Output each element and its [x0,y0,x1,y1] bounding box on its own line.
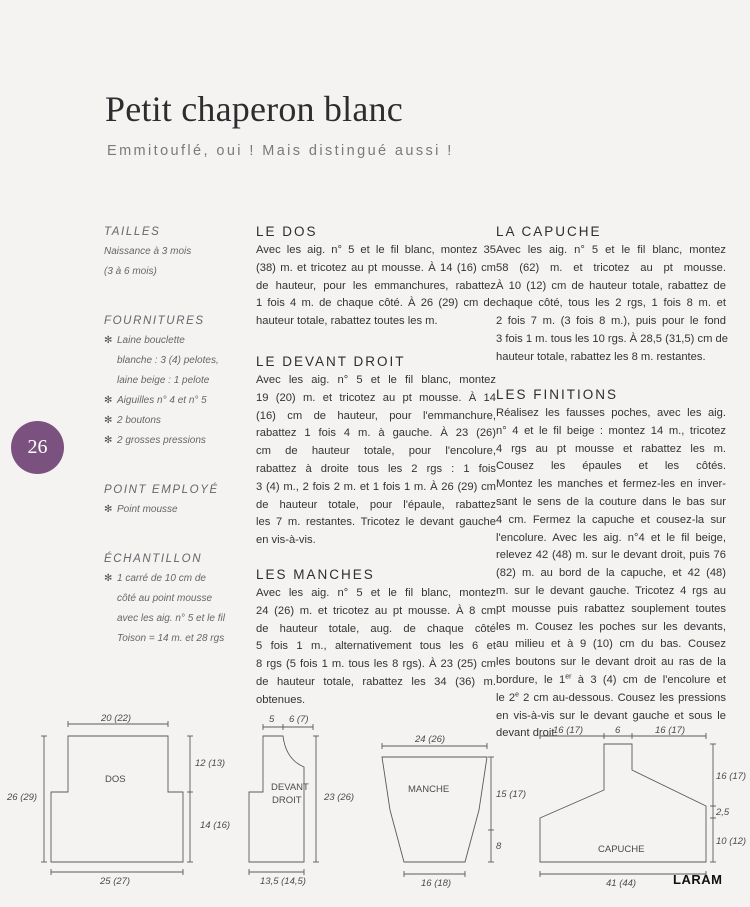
echantillon-item: Toison = 14 m. et 28 rgs [117,633,225,644]
devant-dim-bottom: 13,5 (14,5) [260,876,306,887]
capuche-heading: LA CAPUCHE [496,224,602,239]
text-line: 2 fois 7 m. (3 fois 8 m.), puis pour le fond [496,315,726,328]
fourniture-item: laine beige : 1 pelote [117,375,210,386]
point-item: ✻ Point mousse [104,500,254,520]
fourniture-item: ✻ Aiguilles n° 4 et n° 5 [104,391,254,411]
text-line: Avec les aig. n° 5 et le fil blanc, montez [256,374,496,386]
text-line: pt mousse puis rabattez souplement toutes [496,602,726,615]
text-line: les 7 m. restantes. Tricotez le devant gauche [256,516,496,529]
echantillon-heading: ÉCHANTILLON [104,553,203,565]
dos-dim-right-lower: 14 (16) [200,820,231,831]
text-line: de hauteur, pour les emmanchures, rabattez [256,279,496,292]
text-line: m. sur le devant gauche. Tricotez 4 rgs au [496,584,726,597]
dos-dim-bottom: 25 (27) [100,876,131,887]
page-title: Petit chaperon blanc [105,89,403,129]
text-line: (38) m. et tricotez au pt mousse. À 14 (16) cm [256,261,496,274]
text-line: 24 (26) m. et tricotez au pt mousse. À 8 cm [256,604,496,617]
fourniture-item: blanche : 3 (4) pelotes, [117,355,219,366]
text-line: de hauteur totale, pour l'épaule, rabattez [256,498,496,511]
manches-heading: LES MANCHES [256,567,375,582]
dos-outline [51,736,183,862]
text-line: bordure, le 1er à 3 (4) cm de l'encolure et [496,673,726,686]
text-line: n° 4 et le fil beige : montez 14 m., tricotez [496,424,726,437]
text-line: 4 rgs au pt mousse et rabattez les m. [496,442,726,455]
capuche-dim-top-a: 16 (17) [553,725,584,736]
dos-dim-top: 20 (22) [101,713,132,724]
text-line: (82) m. au bord de la capuche, et 42 (48) [496,567,726,580]
text-line: Avec les aig. n° 5 et le fil blanc, montez [256,587,496,599]
text-line: en vis-à-vis sur le devant gauche et sous le [496,709,726,722]
text-line: Avec les aig. n° 5 et le fil blanc, montez 35 [256,244,496,256]
manche-dim-bottom: 16 (18) [421,878,452,889]
text-line: Cousez les épaules et les côtés. [496,460,726,473]
capuche-dim-top-c: 16 (17) [655,725,686,736]
dos-dim-left: 26 (29) [7,792,38,803]
text-line: hauteur totale, rabattez toutes les m. [256,315,438,328]
devant-dim-right: 23 (26) [324,792,355,803]
text-line: 19 (20) m. et tricotez au pt mousse. À 14 [256,391,496,404]
text-line: de hauteur totale, aug. de chaque côté [256,622,496,635]
dos-label: DOS [105,774,126,785]
text-line: obtenues. [256,693,306,706]
text-line: les boutons sur le devant droit au ras de la [496,656,726,669]
capuche-dim-bottom: 41 (44) [606,878,637,889]
tailles-heading: TAILLES [104,226,161,238]
devant-dim-top-a: 5 [269,714,275,725]
text-line: relevez 42 (48) m. sur le devant droit, puis 76 [496,549,726,562]
devant-heading: LE DEVANT DROIT [256,354,406,369]
text-line: de hauteur totale, rabattez les 34 (36) m. [256,675,496,688]
point-heading: POINT EMPLOYÉ [104,484,219,496]
text-line: hauteur totale, rabattez les 8 m. restantes. [496,350,706,363]
text-line: 1 fois 4 m. de chaque côté. À 26 (29) cm de [256,297,496,310]
text-line: 58 (62) m. et tricotez au pt mousse. [496,261,726,274]
text-line: rabattez 1 fois 4 m. à gauche. À 23 (26) [256,427,496,440]
page-number-badge: 26 [11,421,64,474]
fourniture-item: ✻ 2 boutons [104,411,254,431]
text-line: Montez les manches et fermez-les en inver- [496,478,726,491]
text-line: 8 rgs (5 fois 1 m. tous les 8 rgs). À 23 (25) cm [256,658,496,671]
text-line: À 10 (12) cm de hauteur totale, rabattez de [496,279,726,292]
tailles-line: (3 à 6 mois) [104,266,157,277]
text-line: Réalisez les fausses poches, avec les aig. [496,407,726,419]
echantillon-item: côté au point mousse [117,593,213,604]
dos-dim-right-upper: 12 (13) [195,758,226,769]
tailles-line: Naissance à 3 mois [104,246,192,257]
page-subtitle: Emmitouflé, oui ! Mais distingué aussi ! [107,143,454,159]
manche-dim-top: 24 (26) [415,734,446,745]
echantillon-item: ✻ 1 carré de 10 cm de [104,569,254,589]
text-line: (16) cm de hauteur, pour l'emmanchure, [256,409,496,422]
text-line: 4 cm. Fermez la capuche et cousez-la sur [496,513,726,526]
manche-outline [382,757,487,862]
fournitures-heading: FOURNITURES [104,315,205,327]
devant-dim-top-b: 6 (7) [289,714,309,725]
text-line: Avec les aig. n° 5 et le fil blanc, montez [496,244,726,256]
text-line: au milieu et à 9 (10) cm du bas. Cousez [496,638,726,651]
capuche-dim-right-a: 16 (17) [716,771,747,782]
manche-dim-right-upper: 15 (17) [496,789,527,800]
text-line: 3 (4) m., 2 fois 2 m. et 1 fois 1 m. À 26 (29) cm [256,480,496,493]
fourniture-item: ✻ 2 grosses pressions [104,431,254,451]
credit-label: LARAM [673,872,723,887]
devant-label-1: DEVANT [271,782,309,793]
fourniture-item: ✻ Laine bouclette [104,331,254,351]
manche-label: MANCHE [408,784,450,795]
text-line: rabattez à droite tous les 2 rgs : 1 fois [256,462,496,475]
capuche-dim-right-c: 10 (12) [716,836,747,847]
text-line: en vis-à-vis. [256,534,316,547]
text-line: les m. Cousez les poches sur les devants, [496,620,726,633]
devant-label-2: DROIT [272,795,302,806]
dos-heading: LE DOS [256,224,318,239]
finitions-heading: LES FINITIONS [496,387,619,402]
text-line: devant droit. [496,727,558,740]
capuche-dim-top-b: 6 [615,725,621,736]
text-line: chaque côté, tous les 2 rgs, 1 fois 8 m. et [496,297,726,310]
echantillon-item: avec les aig. n° 5 et le fil [117,613,225,624]
capuche-dim-right-b: 2,5 [716,807,730,818]
text-line: 5 fois 1 m., alternativement tous les 6 et [256,640,496,653]
text-line: cm de hauteur totale, pour l'encolure, [256,445,496,458]
text-line: sant le sens de la couture dans le bas sur [496,495,726,508]
text-line: l'encolure. Avec les aig. n°4 et le fil beige, [496,531,726,544]
capuche-label: CAPUCHE [598,844,645,855]
manche-dim-right-lower: 8 [496,841,502,852]
text-line: le 2e 2 cm au-dessous. Cousez les pressions [496,691,726,704]
text-line: 3 fois 1 m. tous les 10 rgs. À 28,5 (31,5) cm de [496,332,728,345]
